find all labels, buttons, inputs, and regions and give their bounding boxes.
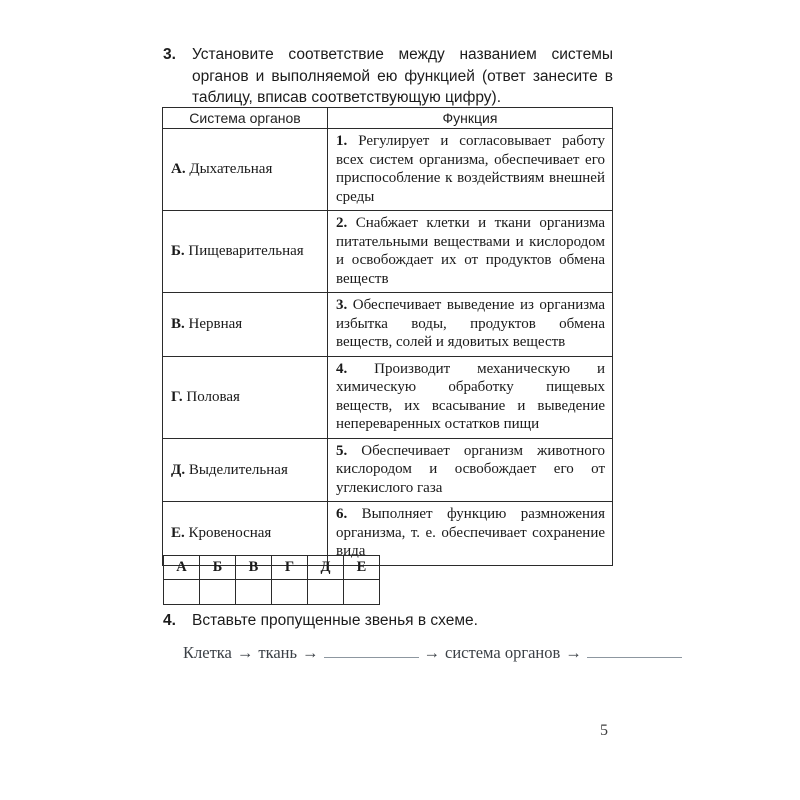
function-cell bbox=[328, 356, 613, 438]
scheme-blank-1[interactable] bbox=[324, 643, 419, 658]
arrow-icon: → bbox=[302, 643, 319, 662]
function-cell bbox=[328, 293, 613, 357]
system-letter: Е. bbox=[171, 525, 185, 541]
scheme-item-organ-system: система органов bbox=[445, 643, 561, 662]
answer-cell[interactable] bbox=[236, 580, 272, 605]
scheme-item-tissue: ткань bbox=[258, 643, 298, 662]
system-letter: В. bbox=[171, 316, 185, 332]
question-4-text: Вставьте пропущенные звенья в схеме. bbox=[192, 612, 478, 629]
system-cell bbox=[163, 356, 328, 438]
function-cell bbox=[328, 438, 613, 502]
system-cell bbox=[163, 293, 328, 357]
system-name: Кровеносная bbox=[188, 525, 272, 541]
question-4-number: 4. bbox=[163, 612, 176, 629]
system-letter: Г. bbox=[171, 388, 183, 405]
function-cell bbox=[328, 129, 613, 211]
question-4 bbox=[163, 610, 633, 632]
arrow-icon: → bbox=[423, 643, 441, 662]
answer-grid-letter: Г bbox=[272, 556, 308, 580]
system-letter: Б. bbox=[171, 243, 185, 260]
system-cell bbox=[163, 211, 328, 293]
answer-grid-header-row bbox=[164, 556, 380, 580]
system-name: Пищеварительная bbox=[188, 243, 304, 260]
matching-table-header-row bbox=[163, 108, 613, 129]
answer-grid bbox=[163, 555, 380, 605]
function-number: 1. bbox=[336, 133, 348, 149]
function-number: 3. bbox=[336, 297, 348, 313]
function-text: Выполняет функцию размножения организма, т. е. обеспечивает сохранение вида bbox=[336, 506, 605, 559]
matching-table bbox=[162, 107, 613, 566]
function-text: Снабжает клетки и ткани организма питательными веществами и кислородом и освобождает их от продуктов обмена веществ bbox=[336, 215, 606, 287]
column-header-function: Функция bbox=[328, 108, 613, 129]
answer-grid-letter: Б bbox=[200, 556, 236, 580]
answer-grid-input-row bbox=[164, 580, 380, 605]
answer-cell[interactable] bbox=[308, 580, 344, 605]
system-letter: А. bbox=[171, 161, 186, 178]
answer-cell[interactable] bbox=[164, 580, 200, 605]
answer-cell[interactable] bbox=[272, 580, 308, 605]
answer-cell[interactable] bbox=[344, 580, 380, 605]
question-3-text: Установите соответствие между названием системы органов и выполняемой ею функцией (ответ занесите в таблицу, вписав соответствующую цифру). bbox=[192, 46, 613, 106]
scheme-blank-2[interactable] bbox=[587, 643, 682, 658]
answer-cell[interactable] bbox=[200, 580, 236, 605]
system-name: Дыхательная bbox=[189, 161, 273, 178]
function-text: Обеспечивает организм животного кислородом и освобождает его от углекислого газа bbox=[336, 442, 605, 496]
table-row bbox=[163, 129, 613, 211]
system-cell bbox=[163, 129, 328, 211]
table-row bbox=[163, 438, 613, 502]
question-3 bbox=[163, 44, 613, 109]
function-text: Регулирует и согласовывает работу всех систем организма, обеспечивает его приспособление к воздействиям внешней среды bbox=[336, 133, 605, 205]
table-row bbox=[163, 211, 613, 293]
table-row bbox=[163, 356, 613, 438]
page-number: 5 bbox=[600, 722, 608, 739]
question-3-number: 3. bbox=[163, 46, 176, 63]
answer-grid-letter: В bbox=[236, 556, 272, 580]
function-number: 2. bbox=[336, 215, 348, 231]
function-number: 6. bbox=[336, 506, 348, 522]
answer-grid-letter: Д bbox=[308, 556, 344, 580]
function-text: Обеспечивает выведение из организма избытка воды, продуктов обмена веществ, солей и ядовитых веществ bbox=[336, 297, 606, 350]
scheme-line bbox=[183, 643, 663, 663]
function-number: 4. bbox=[336, 360, 348, 377]
answer-grid-letter: Е bbox=[344, 556, 380, 580]
column-header-system: Система органов bbox=[163, 108, 328, 129]
system-name: Выделительная bbox=[188, 461, 288, 478]
scheme-item-cell: Клетка bbox=[183, 643, 232, 662]
function-text: Производит механическую и химическую обработку пищевых веществ, их всасывание и выведение непереваренных остатков пищи bbox=[336, 360, 606, 432]
system-name: Нервная bbox=[188, 316, 243, 332]
arrow-icon: → bbox=[236, 643, 254, 662]
system-letter: Д. bbox=[171, 461, 186, 478]
table-row bbox=[163, 293, 613, 357]
system-name: Половая bbox=[186, 388, 240, 405]
arrow-icon: → bbox=[565, 643, 582, 662]
answer-grid-letter: А bbox=[164, 556, 200, 580]
system-cell bbox=[163, 438, 328, 502]
function-number: 5. bbox=[336, 442, 348, 459]
function-cell bbox=[328, 211, 613, 293]
